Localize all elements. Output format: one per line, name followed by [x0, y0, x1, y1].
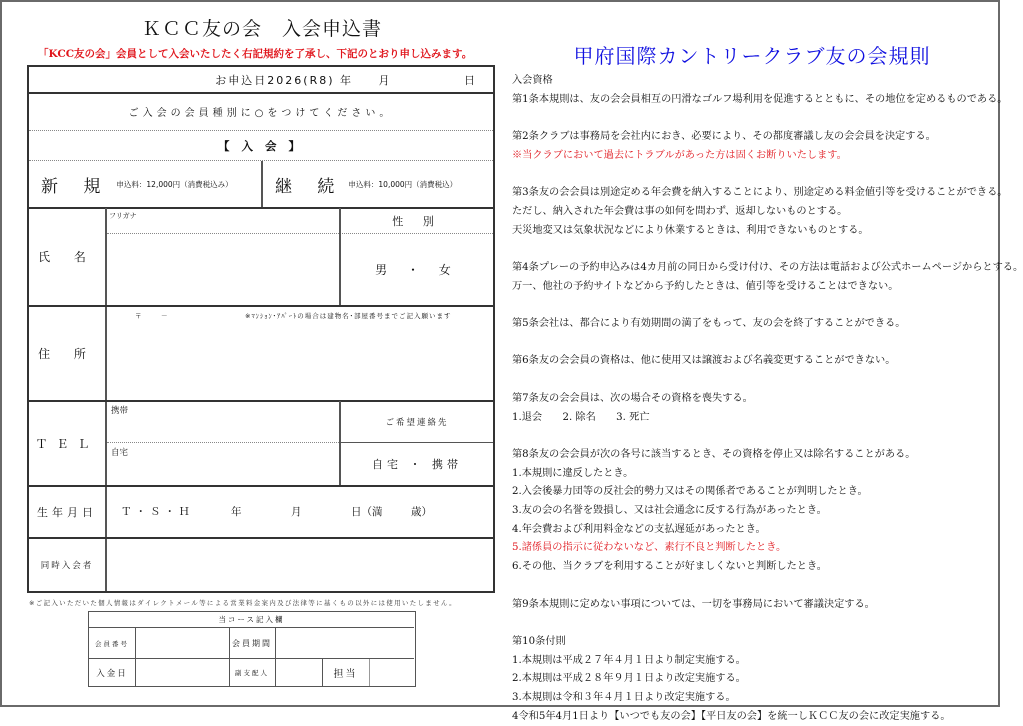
birth-month-label: 月 [291, 506, 302, 518]
application-date-month-field[interactable] [359, 67, 409, 92]
birthdate-field[interactable] [107, 486, 493, 537]
home-phone-label: 自宅 [111, 448, 129, 458]
birth-year-label: 年 [231, 506, 242, 518]
recorded-by-label: 副支配人 [235, 669, 269, 677]
rule-line: 1.退会 2. 除名 3. 死亡 [512, 411, 650, 423]
rule-line: 第9条本規則に定めない事項については、一切を事務局において審議決定する。 [512, 598, 875, 610]
rule-line: 入会資格 [512, 75, 553, 86]
payment-date-label: 入金日 [96, 668, 128, 679]
membership-option-renewal[interactable] [263, 161, 493, 207]
gender-header: 性 別 [392, 214, 442, 228]
rule-line: 第1条本規則は、友の会会員相互の円滑なゴルフ場利用を促進するとともに、その地位を定めるものである。 [512, 93, 1008, 105]
form-title: ＫＣＣ友の会 入会申込書 [141, 18, 382, 40]
office-use-header: 当コース記入欄 [218, 615, 285, 624]
blank-line [512, 109, 992, 128]
membership-renewal-label: 継 続 [275, 176, 345, 197]
blank-line [512, 334, 992, 353]
application-form [27, 65, 495, 593]
rule-line: 第4条プレーの予約申込みは4カ月前の同日から受け付け、その方法は電話および公式ホームページからとする。 [512, 261, 1023, 273]
rule-line: ※当クラブにおいて過去にトラブルがあった方は固くお断りいたします。 [512, 149, 847, 161]
companion-label: 同時入会者 [40, 560, 94, 571]
rule-line: 第2条クラブは事務局を会社内におき、必要により、その都度審議し友の会会員を決定する。 [512, 131, 936, 143]
rule-line: 2.本規則は平成２８年９月１日より改定実施する。 [512, 673, 746, 685]
membership-renewal-fee: 申込料：10,000円（消費税込） [348, 179, 458, 189]
preferred-contact-select[interactable]: 自宅 ・ 携帯 [372, 458, 462, 471]
address-note: ※ﾏﾝｼｮﾝ･ｱﾊﾟｰﾄの場合は建物名･部屋番号までご記入願います [245, 312, 452, 320]
application-date-label: お申込日2026(R8) 年 [215, 73, 353, 87]
name-field[interactable] [107, 234, 339, 305]
rule-line: 1.本規則は平成２７年４月１日より制定実施する。 [512, 654, 746, 666]
era-options: Ｔ・Ｓ・Ｈ [121, 506, 194, 518]
address-field[interactable] [107, 306, 493, 400]
rule-line: 第10条付則 [512, 635, 566, 647]
membership-new-label: 新 規 [41, 176, 111, 197]
rule-line: 天災地変又は気象状況などにより休業するときは、利用できないものとする。 [512, 224, 869, 236]
payment-date-field[interactable] [137, 659, 229, 686]
rule-line: 第3条友の会会員は別途定める年会費を納入することにより、別途定める料金値引等を受けることができる。 [512, 187, 1008, 199]
blank-line [512, 614, 992, 633]
application-date-day-label: 日 [464, 73, 475, 87]
application-date-day-field[interactable] [409, 67, 493, 92]
rule-line: 5.諸係員の指示に従わないなど、素行不良と判断したとき。 [512, 542, 787, 554]
tel-label: ＴＥＬ [35, 436, 99, 451]
membership-new-fee: 申込料：12,000円（消費税込み） [116, 179, 233, 189]
blank-line [512, 240, 992, 259]
mobile-phone-label: 携帯 [111, 406, 129, 416]
rules-body [512, 72, 1023, 726]
rule-line: 3.友の会の名誉を毀損し、又は社会通念に反する行為があったとき。 [512, 505, 827, 517]
rule-line: 4.年会費および利用料金などの支払遅延があったとき。 [512, 523, 766, 535]
rule-line: 4令和5年4月1日より【いつでも友の会】【平日友の会】を統一しＫＣＣ友の会に改定実施する。 [512, 710, 951, 722]
recorded-by-field[interactable] [277, 659, 322, 686]
rule-line: 第6条友の会会員の資格は、他に使用又は譲渡および名義変更することができない。 [512, 355, 896, 367]
member-number-label: 会員番号 [95, 639, 129, 648]
privacy-note: ※ご記入いただいた個人情報はダイレクトメール等による営業料金案内及び法律等に基くもの以外には使用いたしません。 [29, 599, 457, 607]
staff-label: 担当 [333, 669, 358, 680]
rule-line: ただし、納入された年会費は事の如何を問わず、返却しないものとする。 [512, 205, 848, 217]
blank-line [512, 296, 992, 315]
blank-line [512, 427, 992, 446]
member-number-field[interactable] [137, 628, 229, 658]
member-type-instruction: ご入会の会員種別に○をつけてください。 [128, 108, 394, 119]
form-subtitle: 「KCC友の会」会員として入会いたしたく右記規約を了承し、下記のとおり申し込みます。 [38, 48, 473, 60]
postal-code-mark: 〒 － [135, 312, 168, 320]
companion-field[interactable] [107, 538, 493, 591]
blank-line [512, 371, 992, 390]
gender-select[interactable]: 男 ・ 女 [375, 263, 459, 277]
mobile-phone-field[interactable] [107, 401, 339, 442]
furigana-field[interactable] [107, 208, 339, 233]
rule-line: 1.本規則に違反したとき。 [512, 467, 634, 479]
home-phone-field[interactable] [107, 443, 339, 485]
staff-field[interactable] [371, 659, 414, 686]
age-close-label: 歳） [411, 506, 432, 518]
rule-line: 万一、他社の予約サイトなどから予約したときは、値引等を受けることはできない。 [512, 280, 899, 292]
rule-line: 2.入会後暴力団等の反社会的勢力又はその関係者であることが判明したとき。 [512, 486, 868, 498]
furigana-label: フリガナ [109, 212, 137, 220]
section-header-join: 【 入 会 】 [217, 138, 304, 153]
office-use-table [88, 611, 416, 687]
rule-line: 3.本規則は令和３年４月１日より改定実施する。 [512, 692, 736, 704]
address-label: 住 所 [38, 346, 96, 361]
rule-line: 第5条会社は、都合により有効期間の満了をもって、友の会を終了することができる。 [512, 318, 906, 330]
birth-day-age-label: 日（満 [351, 506, 383, 518]
blank-line [512, 577, 992, 596]
member-period-field[interactable] [277, 628, 414, 658]
rule-line: 第7条友の会会員は、次の場合その資格を喪失する。 [512, 392, 753, 404]
rule-line: 第8条友の会会員が次の各号に該当するとき、その資格を停止又は除名することがある。 [512, 448, 916, 460]
member-period-label: 会員期間 [232, 638, 272, 648]
birthdate-label: 生年月日 [37, 505, 97, 519]
divider [369, 658, 370, 686]
application-date-month-label: 月 [378, 73, 390, 87]
rules-title: 甲府国際カントリークラブ友の会規則 [573, 44, 931, 68]
preferred-contact-header: ご希望連絡先 [385, 417, 449, 428]
blank-line [512, 166, 992, 185]
divider [275, 628, 276, 686]
membership-option-new[interactable] [29, 161, 261, 207]
name-label: 氏 名 [38, 250, 96, 264]
divider [135, 628, 136, 686]
rule-line: 6.その他、当クラブを利用することが好ましくないと判断したとき。 [512, 561, 827, 573]
